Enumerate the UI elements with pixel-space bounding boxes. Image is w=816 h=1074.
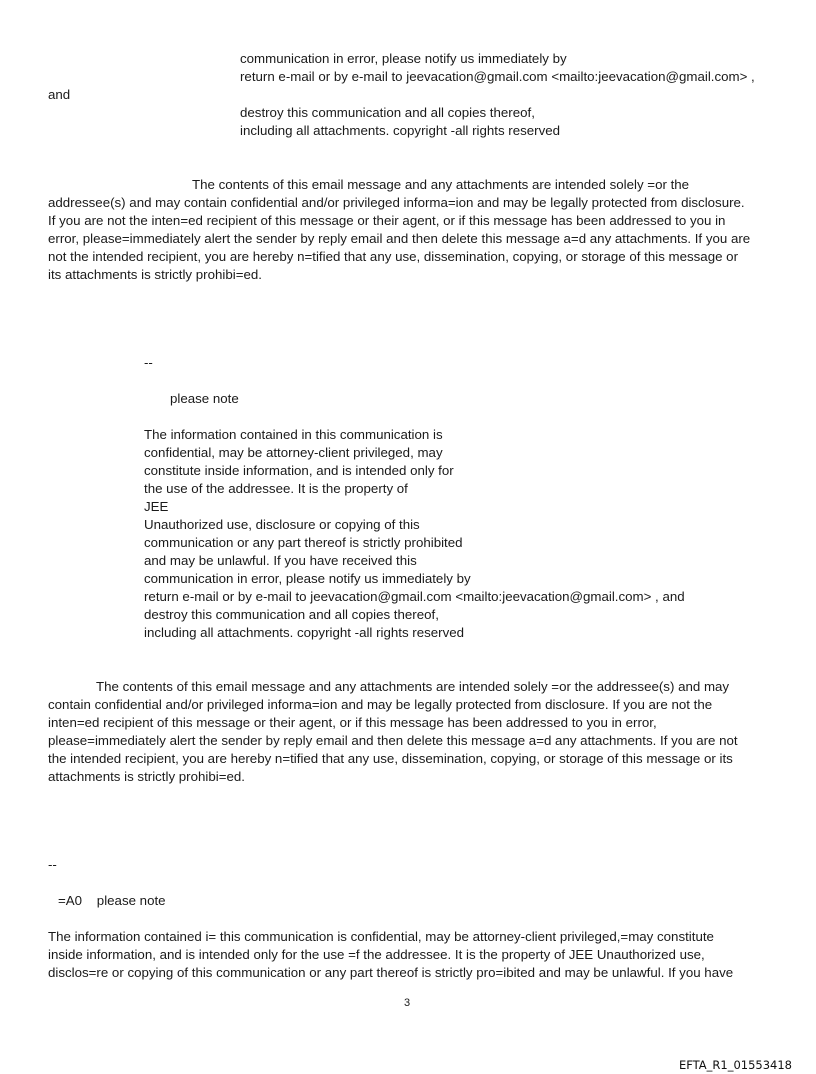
signature-line: inside information, and is intended only for the use =f the addressee. It is the property of JEE Unauthorized use, — [48, 947, 705, 962]
disclaimer-line: The contents of this email message and any attachments are intended solely =or the addressee(s) and may — [96, 679, 730, 694]
text-line: and — [48, 87, 71, 102]
document-id: EFTA_R1_01553418 — [678, 1058, 792, 1072]
signature-line: destroy this communication and all copies thereof, — [144, 607, 439, 622]
text-line: destroy this communication and all copies thereof, — [240, 105, 535, 120]
signature-line: including all attachments. copyright -all rights reserved — [144, 625, 465, 640]
signature-separator: -- — [48, 857, 57, 872]
text-line: communication in error, please notify us immediately by — [240, 51, 567, 66]
disclaimer-line: contain confidential and/or privileged informa=ion and may be legally protected from disclosure. If you are not the — [48, 697, 713, 712]
signature-line: the use of the addressee. It is the property of — [144, 481, 408, 496]
signature-line: Unauthorized use, disclosure or copying of this — [144, 517, 420, 532]
disclaimer-line: If you are not the inten=ed recipient of this message or their agent, or if this message has been addressed to you in — [48, 213, 726, 228]
page-number: 3 — [404, 997, 411, 1009]
disclaimer-line: its attachments is strictly prohibi=ed. — [48, 267, 262, 282]
text-line: return e-mail or by e-mail to jeevacation@gmail.com <mailto:jeevacation@gmail.com> , — [240, 69, 755, 84]
signature-line: The information contained in this communication is — [144, 427, 443, 442]
signature-note: =A0 please note — [58, 893, 166, 908]
signature-separator: -- — [144, 355, 153, 370]
disclaimer-line: not the intended recipient, you are hereby n=tified that any use, dissemination, copying, or storage of this message or — [48, 249, 739, 264]
disclaimer-line: inten=ed recipient of this message or their agent, or if this message has been addressed to you in error, — [48, 715, 657, 730]
signature-note: please note — [170, 391, 239, 406]
disclaimer-line: the intended recipient, you are hereby n=tified that any use, dissemination, copying, or storage of this message or its — [48, 751, 733, 766]
signature-line: communication in error, please notify us immediately by — [144, 571, 471, 586]
text-line: including all attachments. copyright -all rights reserved — [240, 123, 561, 138]
disclaimer-line: attachments is strictly prohibi=ed. — [48, 769, 245, 784]
signature-line: disclos=re or copying of this communication or any part thereof is strictly pro=ibited and may be unlawful. If you have — [48, 965, 734, 980]
disclaimer-line: please=immediately alert the sender by reply email and then delete this message a=d any attachments. If you are not — [48, 733, 738, 748]
signature-line: and may be unlawful. If you have received this — [144, 553, 417, 568]
signature-line: The information contained i= this communication is confidential, may be attorney-client privileged,=may constitute — [48, 929, 714, 944]
disclaimer-line: error, please=immediately alert the sender by reply email and then delete this message a=d any attachments. If you are — [48, 231, 751, 246]
signature-line: communication or any part thereof is strictly prohibited — [144, 535, 463, 550]
disclaimer-line: The contents of this email message and any attachments are intended solely =or the — [192, 177, 690, 192]
signature-line: return e-mail or by e-mail to jeevacation@gmail.com <mailto:jeevacation@gmail.com> , and — [144, 589, 685, 604]
signature-line: confidential, may be attorney-client privileged, may — [144, 445, 443, 460]
signature-line: constitute inside information, and is intended only for — [144, 463, 454, 478]
signature-line: JEE — [144, 499, 169, 514]
disclaimer-line: addressee(s) and may contain confidential and/or privileged informa=ion and may be legally protected from disclosure. — [48, 195, 745, 210]
